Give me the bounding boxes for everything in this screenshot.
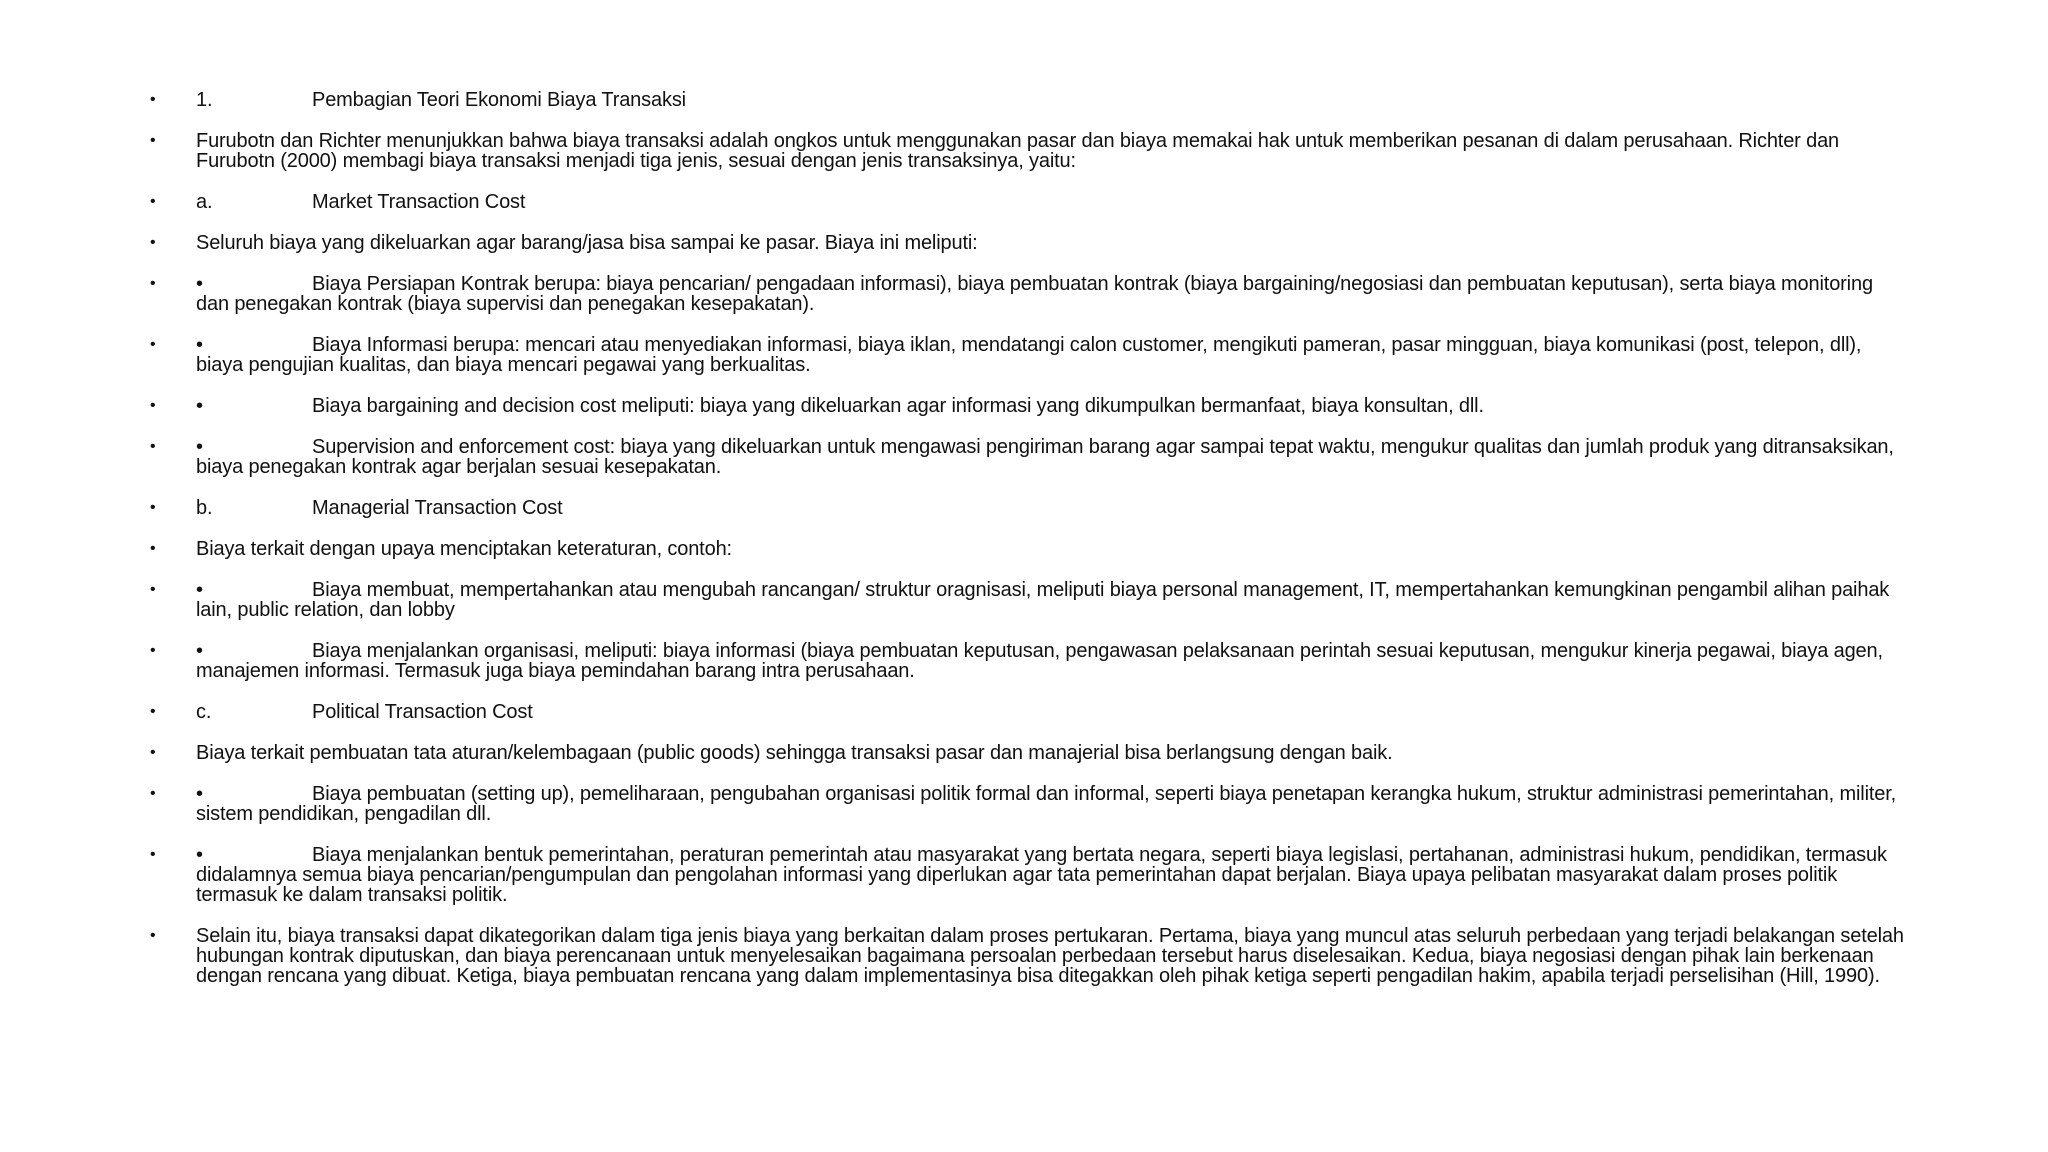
bullet-icon: • <box>150 132 156 149</box>
list-item <box>150 580 1910 620</box>
list-item <box>150 396 1910 416</box>
item-text: Managerial Transaction Cost <box>312 497 563 519</box>
bullet-icon: • <box>150 846 156 863</box>
item-text: Biaya terkait dengan upaya menciptakan keteraturan, contoh: <box>196 538 732 560</box>
item-text: Biaya Informasi berupa: mencari atau menyediakan informasi, biaya iklan, mendatangi calon customer, mengikuti pameran, pasar mingguan, biaya komunikasi (post, telepon, dll), biaya pengujian kualitas, dan biaya mencari pegawai yang berkualitas. <box>196 334 1862 376</box>
item-text: Biaya bargaining and decision cost meliputi: biaya yang dikeluarkan agar informasi yang dikumpulkan bermanfaat, biaya konsultan, dll. <box>312 395 1484 417</box>
item-marker: • <box>196 844 203 866</box>
list-item <box>150 539 1910 559</box>
list-item <box>150 335 1910 375</box>
item-text: Political Transaction Cost <box>312 701 533 723</box>
item-text: Biaya Persiapan Kontrak berupa: biaya pencarian/ pengadaan informasi), biaya pembuatan kontrak (biaya bargaining/negosiasi dan pembuatan keputusan), serta biaya monitoring dan penegakan kontrak (biaya supervisi dan penegakan kesepakatan). <box>196 273 1873 315</box>
bullet-icon: • <box>150 336 156 353</box>
bullet-icon: • <box>150 540 156 557</box>
list-item <box>150 498 1910 518</box>
list-item <box>150 702 1910 722</box>
bullet-icon: • <box>150 91 156 108</box>
bullet-icon: • <box>150 744 156 761</box>
bullet-icon: • <box>150 499 156 516</box>
list-item <box>150 90 1910 110</box>
item-marker: 1. <box>196 89 213 111</box>
item-marker: • <box>196 334 203 356</box>
list-item <box>150 437 1910 477</box>
item-text: Biaya menjalankan organisasi, meliputi: biaya informasi (biaya pembuatan keputusan, pengawasan pelaksanaan perintah sesuai keputusan, mengukur kinerja pegawai, biaya agen, manajemen informasi. Termasuk juga biaya pemindahan barang intra perusahaan. <box>196 640 1883 682</box>
item-marker: • <box>196 783 203 805</box>
bullet-icon: • <box>150 642 156 659</box>
bullet-icon: • <box>150 785 156 802</box>
list-item <box>150 192 1910 212</box>
bullet-icon: • <box>150 703 156 720</box>
bullet-icon: • <box>150 581 156 598</box>
item-text: Biaya pembuatan (setting up), pemeliharaan, pengubahan organisasi politik formal dan informal, seperti biaya penetapan kerangka hukum, struktur administrasi pemerintahan, militer, sistem pendidikan, pengadilan dll. <box>196 783 1897 825</box>
item-text: Market Transaction Cost <box>312 191 526 213</box>
item-text: Biaya menjalankan bentuk pemerintahan, peraturan pemerintah atau masyarakat yang bertata negara, seperti biaya legislasi, pertahanan, administrasi hukum, pendidikan, termasuk didalamnya semua biaya pencarian/pengumpulan dan pengolahan informasi yang diperlukan agar tata pemerintahan dapat berjalan. Biaya upaya pelibatan masyarakat dalam proses politik termasuk ke dalam transaksi politik. <box>196 844 1887 906</box>
item-text: Biaya membuat, mempertahankan atau mengubah rancangan/ struktur oragnisasi, meliputi biaya personal management, IT, mempertahankan kemungkinan pengambil alihan paihak lain, public relation, dan lobby <box>196 579 1890 621</box>
list-item <box>150 233 1910 253</box>
bullet-icon: • <box>150 193 156 210</box>
bullet-icon: • <box>150 927 156 944</box>
bullet-list <box>150 90 1910 1007</box>
item-text: Seluruh biaya yang dikeluarkan agar barang/jasa bisa sampai ke pasar. Biaya ini meliputi: <box>196 232 978 254</box>
list-item <box>150 274 1910 314</box>
item-text: Furubotn dan Richter menunjukkan bahwa biaya transaksi adalah ongkos untuk menggunakan pasar dan biaya memakai hak untuk memberikan pesanan di dalam perusahaan. Richter dan Furubotn (2000) membagi biaya transaksi menjadi tiga jenis, sesuai dengan jenis transaksinya, yaitu: <box>196 130 1840 172</box>
list-item <box>150 926 1910 986</box>
bullet-icon: • <box>150 234 156 251</box>
list-item <box>150 743 1910 763</box>
item-marker: • <box>196 436 203 458</box>
list-item <box>150 784 1910 824</box>
item-marker: • <box>196 395 203 417</box>
item-text: Pembagian Teori Ekonomi Biaya Transaksi <box>312 89 686 111</box>
list-item <box>150 131 1910 171</box>
item-marker: c. <box>196 701 212 723</box>
list-item <box>150 641 1910 681</box>
item-text: Selain itu, biaya transaksi dapat dikategorikan dalam tiga jenis biaya yang berkaitan dalam proses pertukaran. Pertama, biaya yang muncul atas seluruh perbedaan yang terjadi belakangan setelah hubungan kontrak diputuskan, dan biaya perencanaan untuk menyelesaikan bagaimana persoalan perbedaan tersebut harus diselesaikan. Kedua, biaya negosiasi dengan pihak lain berkenaan dengan rencana yang dibuat. Ketiga, biaya pembuatan rencana yang dalam implementasinya bisa ditegakkan oleh pihak ketiga seperti pengadilan hakim, apabila terjadi perselisihan (Hill, 1990). <box>196 925 1904 987</box>
item-marker: a. <box>196 191 213 213</box>
item-marker: b. <box>196 497 213 519</box>
bullet-icon: • <box>150 397 156 414</box>
item-marker: • <box>196 273 203 295</box>
bullet-icon: • <box>150 275 156 292</box>
item-marker: • <box>196 579 203 601</box>
list-item <box>150 845 1910 905</box>
item-marker: • <box>196 640 203 662</box>
item-text: Supervision and enforcement cost: biaya yang dikeluarkan untuk mengawasi pengiriman barang agar sampai tepat waktu, mengukur qualitas dan jumlah produk yang ditransaksikan, biaya penegakan kontrak agar berjalan sesuai kesepakatan. <box>196 436 1894 478</box>
bullet-icon: • <box>150 438 156 455</box>
item-text: Biaya terkait pembuatan tata aturan/kelembagaan (public goods) sehingga transaksi pasar dan manajerial bisa berlangsung dengan baik. <box>196 742 1393 764</box>
